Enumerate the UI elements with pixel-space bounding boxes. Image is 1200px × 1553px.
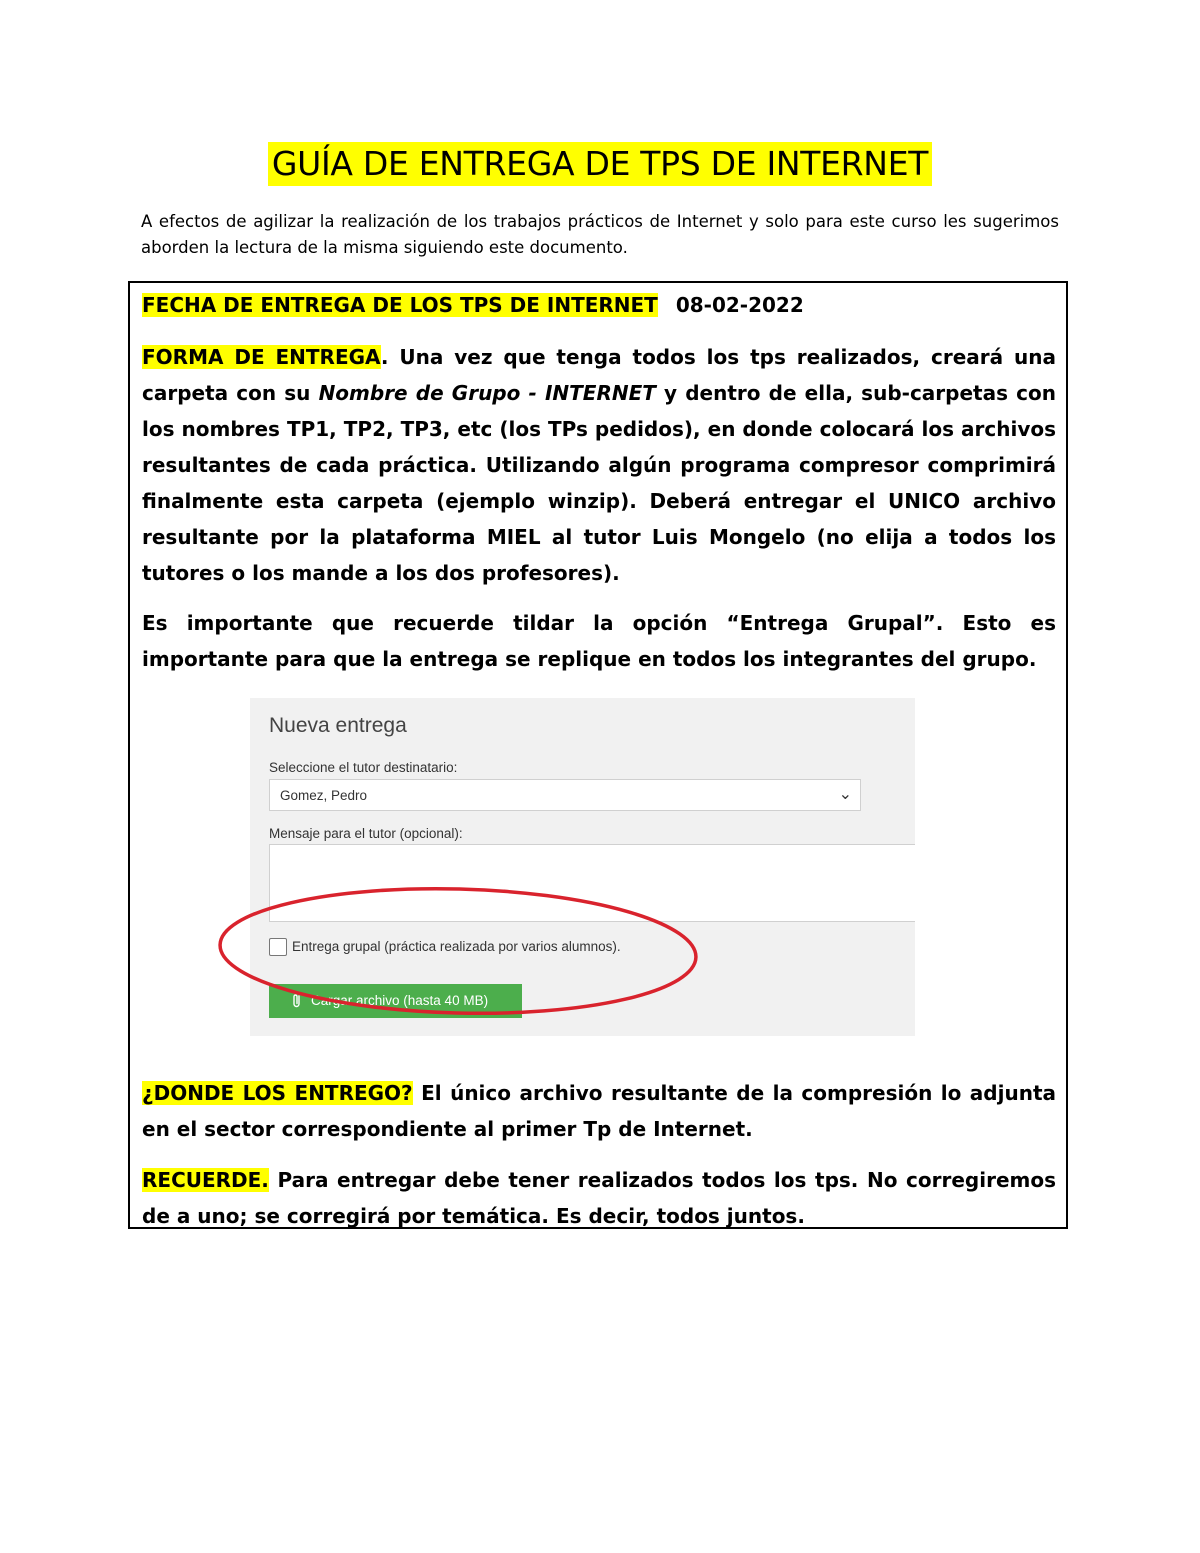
tutor-select[interactable] <box>269 779 861 811</box>
where-deliver-label: ¿DONDE LOS ENTREGO? <box>142 1081 413 1105</box>
delivery-date-paragraph <box>142 287 1056 323</box>
group-delivery-checkbox[interactable] <box>269 938 287 956</box>
page-title: GUÍA DE ENTREGA DE TPS DE INTERNET <box>268 142 932 186</box>
intro-paragraph: A efectos de agilizar la realización de los trabajos prácticos de Internet y solo para este curso les sugerimos aborden la lectura de la misma siguiendo este documento. <box>141 212 1059 257</box>
where-deliver-text: El único archivo resultante de la compresión lo adjunta en el sector correspondiente al primer Tp de Internet. <box>142 1081 1056 1141</box>
remember-paragraph <box>142 1162 1056 1234</box>
title-wrap <box>0 142 1200 186</box>
remember-label: RECUERDE. <box>142 1168 269 1192</box>
new-submission-title: Nueva entrega <box>269 714 407 737</box>
paperclip-icon <box>291 993 303 1009</box>
delivery-date-label: FECHA DE ENTREGA DE LOS TPS DE INTERNET <box>142 293 658 317</box>
group-delivery-paragraph: Es importante que recuerde tildar la opción “Entrega Grupal”. Esto es importante para que la entrega se replique en todos los integrantes del grupo. <box>142 611 1056 671</box>
delivery-method-label: FORMA DE ENTREGA <box>142 345 381 369</box>
delivery-method-text-2: y dentro de ella, sub-carpetas con los nombres TP1, TP2, TP3, etc (los TPs pedidos), en donde colocará los archivos resultantes de cada práctica. Utilizando algún programa compresor comprimirá finalmente esta carpeta (ejemplo winzip). Deberá entregar el UNICO archivo resultante por la plataforma MIEL al tutor Luis Mongelo (no elija a todos los tutores o los mande a los dos profesores). <box>142 381 1056 585</box>
message-textarea[interactable] <box>269 844 915 922</box>
group-delivery-checkbox-label[interactable]: Entrega grupal (práctica realizada por varios alumnos). <box>292 939 621 954</box>
message-label: Mensaje para el tutor (opcional): <box>269 826 463 841</box>
chevron-down-icon: ⌄ <box>838 786 852 803</box>
delivery-method-text-1: . Una vez que tenga todos los tps realizados, creará una carpeta con su <box>142 345 1056 405</box>
instructions-content <box>142 287 1056 1228</box>
tutor-select-label: Seleccione el tutor destinatario: <box>269 760 458 775</box>
upload-file-label: Cargar archivo (hasta 40 MB) <box>311 993 489 1008</box>
remember-text: Para entregar debe tener realizados todos los tps. No corregiremos de a uno; se corregirá por temática. Es decir, todos juntos. <box>142 1168 1056 1228</box>
delivery-method-italic: Nombre de Grupo - INTERNET <box>318 381 656 405</box>
delivery-date-value: 08-02-2022 <box>675 293 804 317</box>
delivery-method-paragraph <box>142 339 1056 591</box>
embedded-screenshot <box>250 698 915 1036</box>
upload-file-button[interactable] <box>269 984 522 1018</box>
instructions-box <box>128 281 1068 1229</box>
tutor-select-value: Gomez, Pedro <box>280 788 368 803</box>
where-deliver-paragraph <box>142 1075 1056 1147</box>
